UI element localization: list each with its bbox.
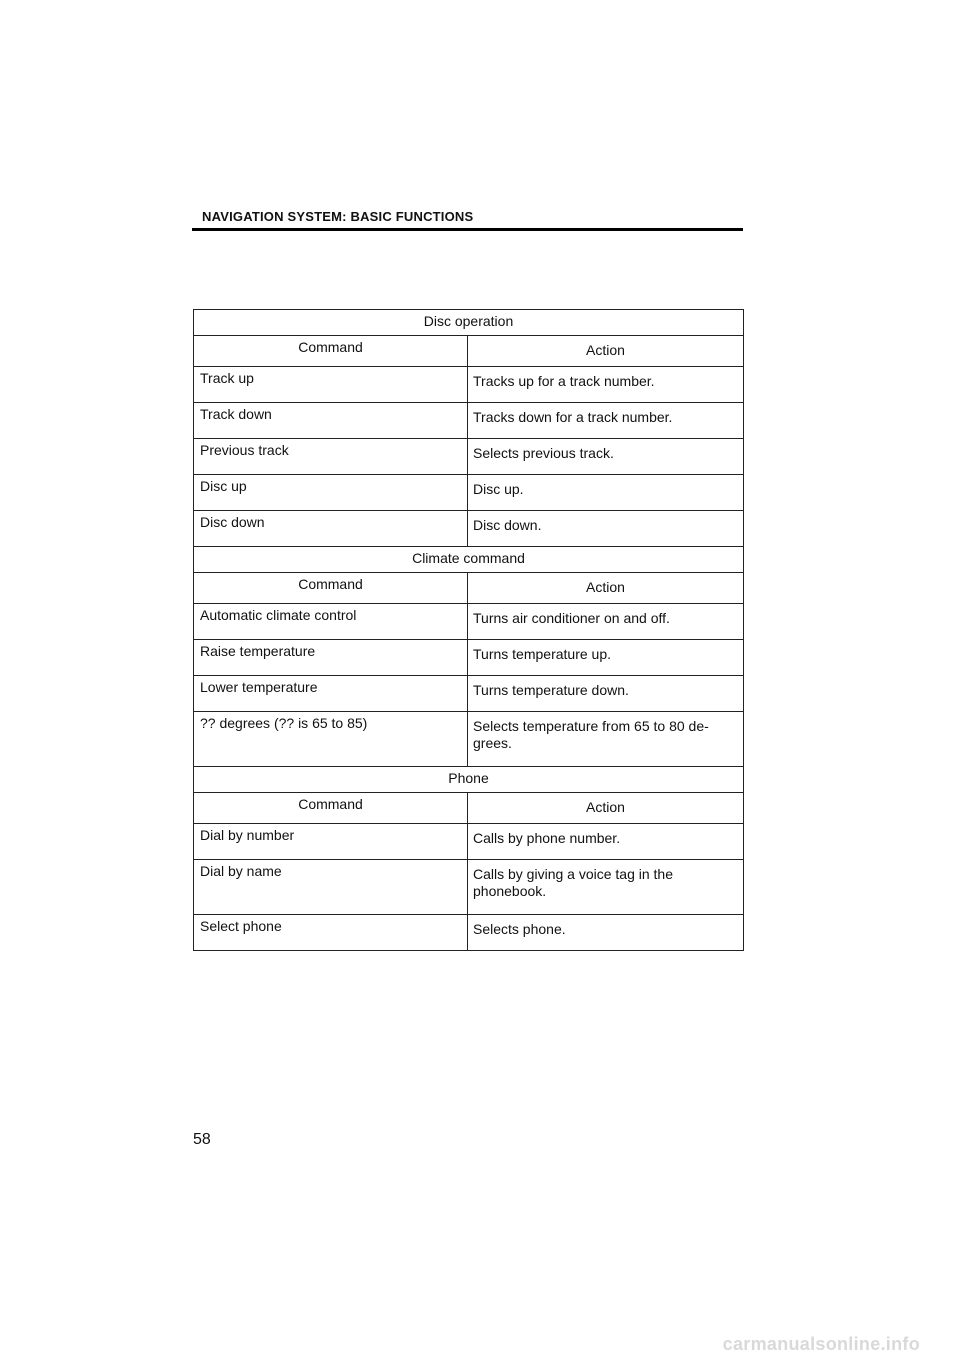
section-title: Climate command: [194, 547, 744, 573]
command-cell: Dial by name: [194, 860, 468, 915]
section-title: Phone: [194, 767, 744, 793]
header-rule: [192, 228, 743, 231]
table-row: [194, 403, 744, 439]
watermark-text: carmanualsonline.info: [722, 1334, 920, 1354]
action-cell: Selects phone.: [468, 915, 744, 951]
column-header-row: [194, 336, 744, 367]
command-cell: ?? degrees (?? is 65 to 85): [194, 712, 468, 767]
action-cell: Turns air conditioner on and off.: [468, 604, 744, 640]
action-cell: Disc down.: [468, 511, 744, 547]
section-title-row: [194, 767, 744, 793]
table-row: [194, 712, 744, 767]
column-header-row: [194, 793, 744, 824]
table-row: [194, 915, 744, 951]
command-cell: Track up: [194, 367, 468, 403]
command-cell: Raise temperature: [194, 640, 468, 676]
action-cell: Selects previous track.: [468, 439, 744, 475]
action-cell: Turns temperature down.: [468, 676, 744, 712]
page-number: 58: [193, 1131, 211, 1148]
table-row: [194, 860, 744, 915]
action-cell: Calls by phone number.: [468, 824, 744, 860]
command-cell: Automatic climate control: [194, 604, 468, 640]
table-row: [194, 676, 744, 712]
action-cell: Turns temperature up.: [468, 640, 744, 676]
section-header: NAVIGATION SYSTEM: BASIC FUNCTIONS: [202, 209, 474, 224]
table-row: [194, 475, 744, 511]
column-header-command: Command: [194, 573, 468, 604]
command-cell: Dial by number: [194, 824, 468, 860]
table-row: [194, 604, 744, 640]
section-title: Disc operation: [194, 310, 744, 336]
column-header-command: Command: [194, 793, 468, 824]
table-row: [194, 824, 744, 860]
action-cell: Calls by giving a voice tag in the phonebook.: [468, 860, 744, 915]
section-title-row: [194, 547, 744, 573]
column-header-action: Action: [468, 793, 744, 824]
action-cell: Tracks down for a track number.: [468, 403, 744, 439]
command-cell: Select phone: [194, 915, 468, 951]
voice-command-table: [193, 309, 744, 951]
section-title-row: [194, 310, 744, 336]
action-cell: Disc up.: [468, 475, 744, 511]
command-cell: Previous track: [194, 439, 468, 475]
table-row: [194, 511, 744, 547]
column-header-action: Action: [468, 573, 744, 604]
table-row: [194, 367, 744, 403]
table-row: [194, 640, 744, 676]
command-cell: Lower temperature: [194, 676, 468, 712]
action-cell: Selects temperature from 65 to 80 de- grees.: [468, 712, 744, 767]
command-cell: Disc down: [194, 511, 468, 547]
column-header-command: Command: [194, 336, 468, 367]
table-row: [194, 439, 744, 475]
column-header-action: Action: [468, 336, 744, 367]
command-cell: Disc up: [194, 475, 468, 511]
column-header-row: [194, 573, 744, 604]
command-cell: Track down: [194, 403, 468, 439]
action-cell: Tracks up for a track number.: [468, 367, 744, 403]
